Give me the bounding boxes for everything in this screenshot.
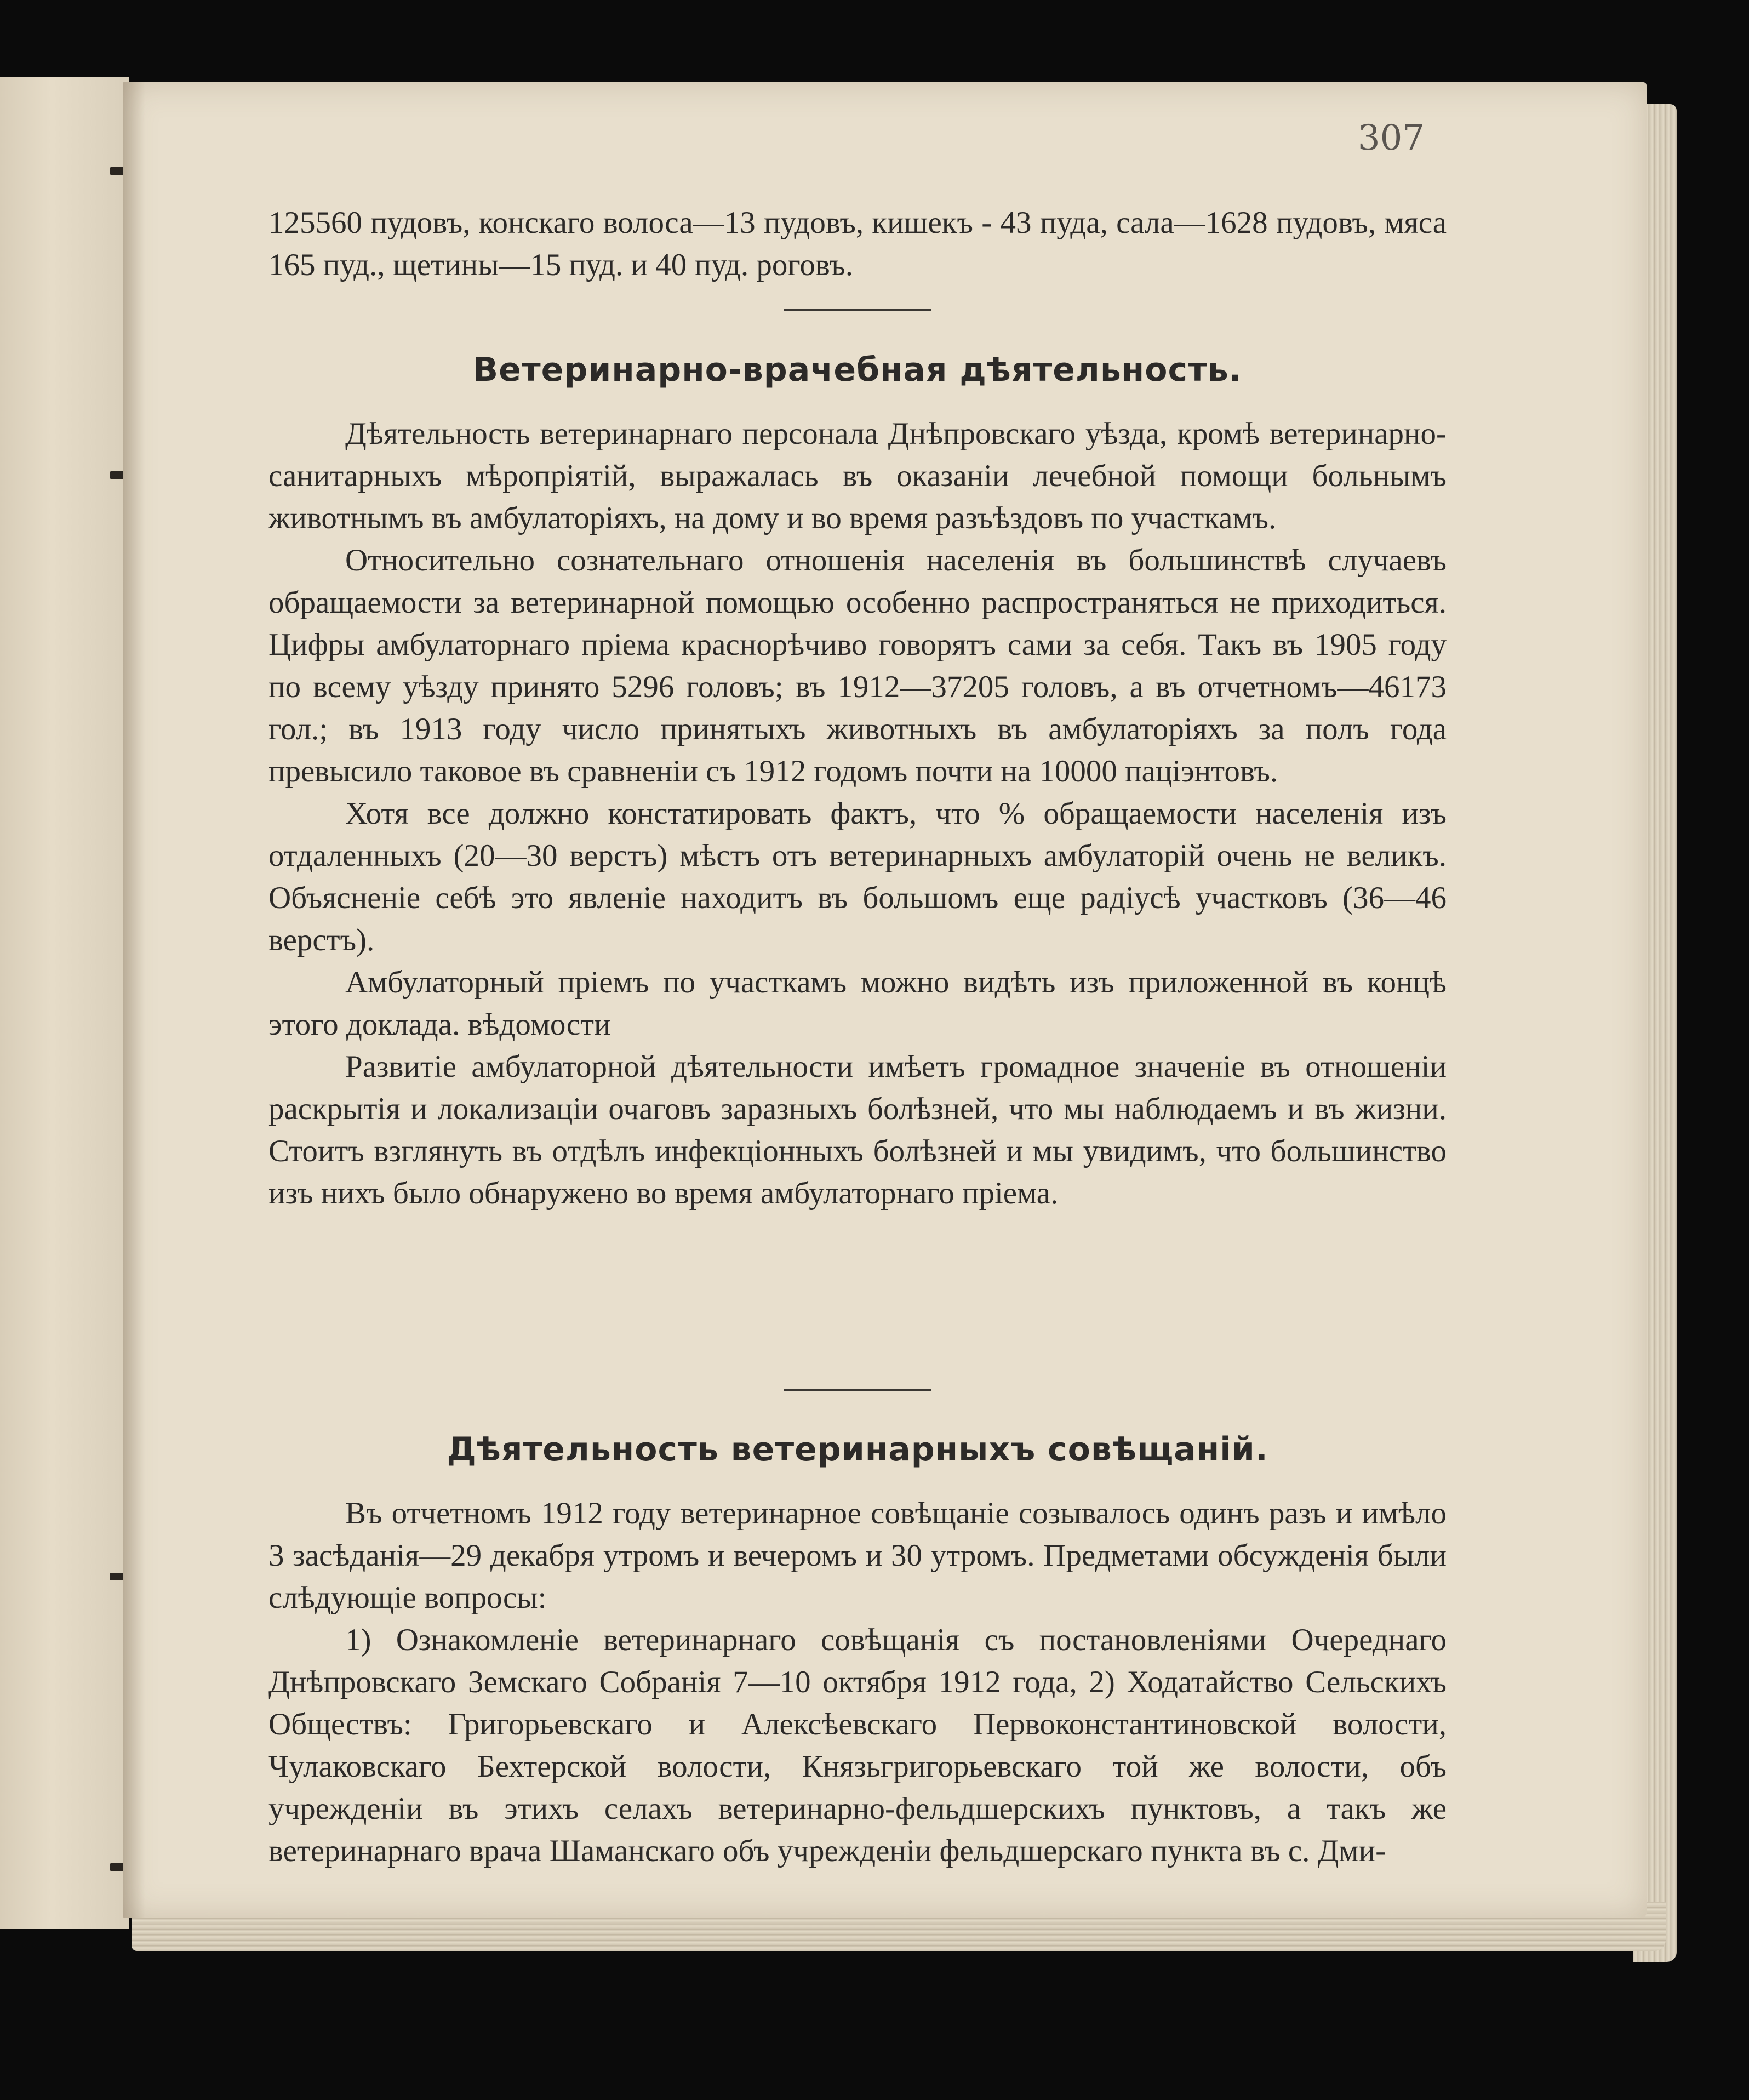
section1-body	[268, 413, 1447, 1214]
section-divider-2	[784, 1389, 931, 1391]
book-cover-edge	[0, 77, 129, 1929]
section-heading-veterinary-activity: Ветеринарно-врачебная дѣятельность.	[473, 351, 1242, 389]
section1-paragraph-5: Развитіе амбулаторной дѣятельности имѣетъ громадное значеніе въ отношеніи раскрытія и локализаціи очаговъ заразныхъ болѣзней, что мы наблюдаемъ и въ жизни. Стоитъ взглянуть въ отдѣлъ инфекціонныхъ болѣзней и мы увидимъ, что большинство изъ нихъ было обнаружено во время амбулаторнаго пріема.	[268, 1049, 1447, 1211]
section-divider-1	[784, 309, 931, 311]
section2-body	[268, 1492, 1447, 1872]
section1-paragraph-3: Хотя все должно констатировать фактъ, что % обращаемости населенія изъ отдаленныхъ (20—30 верстъ) мѣстъ отъ ветеринарныхъ амбулаторій очень не великъ. Объясненіе себѣ это явленіе находитъ въ большомъ еще радіусѣ участковъ (36—46 верстъ).	[268, 796, 1447, 957]
section1-paragraph-4: Амбулаторный пріемъ по участкамъ можно видѣть изъ приложенной въ концѣ этого доклада. вѣдомости	[268, 965, 1447, 1042]
section1-paragraph-2: Относительно сознательнаго отношенія населенія въ большинствѣ случаевъ обращаемости за ветеринарной помощью особенно распространяться не приходиться. Цифры амбулаторнаго пріема краснорѣчиво говорятъ сами за себя. Такъ въ 1905 году по всему уѣзду принято 5296 головъ; въ 1912—37205 головъ, а въ отчетномъ—46173 гол.; въ 1913 году число принятыхъ животныхъ въ амбулаторіяхъ за полъ года превысило таковое въ сравненіи съ 1912 годомъ почти на 10000 паціэнтовъ.	[268, 543, 1447, 789]
section2-paragraph-1: Въ отчетномъ 1912 году ветеринарное совѣщаніе созывалось одинъ разъ и имѣло 3 засѣданія—29 декабря утромъ и вечеромъ и 30 утромъ. Предметами обсужденія были слѣдующіе вопросы:	[268, 1496, 1447, 1615]
section1-paragraph-1: Дѣятельность ветеринарнаго персонала Днѣпровскаго уѣзда, кромѣ ветеринарно-санитарныхъ мѣропріятій, выражалась въ оказаніи лечебной помощи больнымъ животнымъ въ амбулаторіяхъ, на дому и во время разъѣздовъ по участкамъ.	[268, 416, 1447, 535]
section-heading-veterinary-meetings: Дѣятельность ветеринарныхъ совѣщаній.	[447, 1430, 1268, 1469]
intro-paragraph: 125560 пудовъ, конскаго волоса—13 пудовъ, кишекъ - 43 пуда, сала—1628 пудовъ, мяса 165 пуд., щетины—15 пуд. и 40 пуд. роговъ.	[268, 206, 1447, 282]
gutter-shadow	[123, 82, 145, 1918]
page-number: 307	[1357, 118, 1425, 158]
section2-paragraph-2: 1) Ознакомленіе ветеринарнаго совѣщанія съ постановленіями Очереднаго Днѣпровскаго Земскаго Собранія 7—10 октября 1912 года, 2) Ходатайство Сельскихъ Обществъ: Григорьевскаго и Алексѣевскаго Первоконстантиновской волости, Чулаковскаго Бехтерской волости, Князьгригорьевскаго той же волости, объ учрежденіи въ этихъ селахъ ветеринарно-фельдшерскихъ пунктовъ, а такъ же ветеринарнаго врача Шаманскаго объ учрежденіи фельдшерскаго пункта въ с. Дми-	[268, 1623, 1447, 1868]
